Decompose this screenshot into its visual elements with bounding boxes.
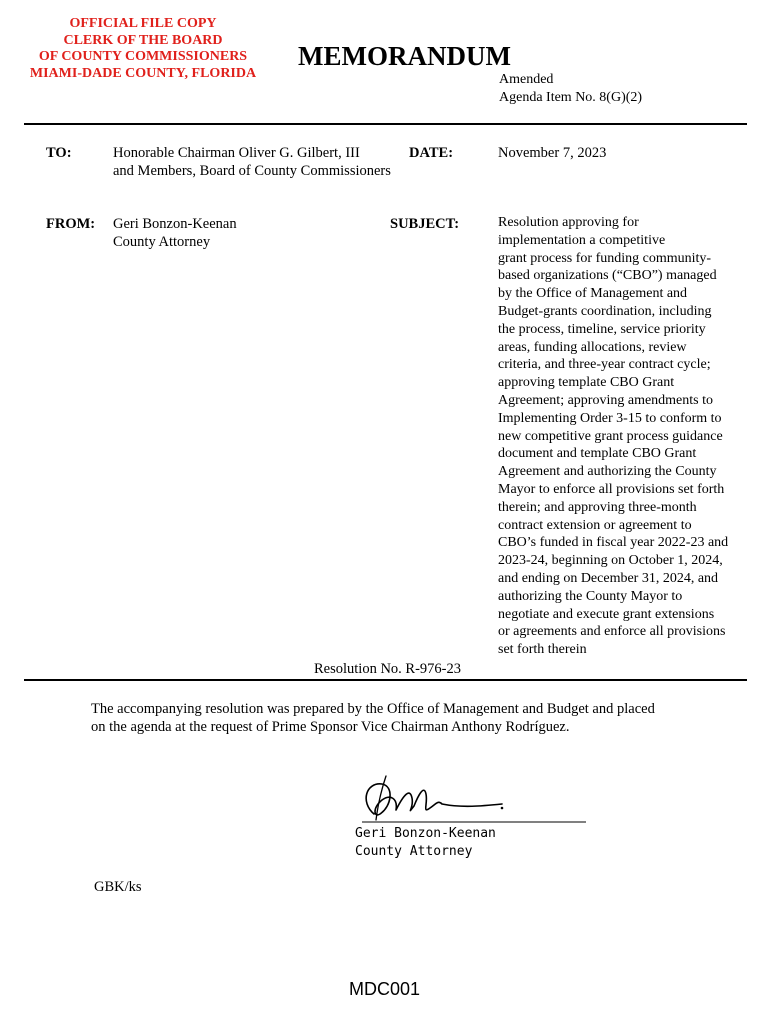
body-line: on the agenda at the request of Prime Sponsor Vice Chairman Anthony Rodríguez. <box>91 719 570 735</box>
header-divider <box>24 123 747 125</box>
signature-block <box>355 825 496 861</box>
subject-line: CBO’s funded in fiscal year 2022-23 and <box>498 535 729 551</box>
to-line-2: and Members, Board of County Commissioners <box>113 163 391 179</box>
subject-line: approving template CBO Grant <box>498 375 675 391</box>
subject-line: 2023-24, beginning on October 1, 2024, <box>498 553 723 569</box>
subject-line: Implementing Order 3-15 to conform to <box>498 410 722 426</box>
subject-line: criteria, and three-year contract cycle; <box>498 357 711 373</box>
official-file-copy-stamp <box>8 16 278 82</box>
to-recipients <box>113 144 391 180</box>
signer-name: Geri Bonzon-Keenan <box>355 826 496 841</box>
subject-line: set forth therein <box>498 642 587 658</box>
resolution-number: Resolution No. R-976-23 <box>314 661 462 677</box>
from-name: Geri Bonzon-Keenan <box>113 216 237 232</box>
agenda-info <box>499 71 642 107</box>
stamp-line: MIAMI-DADE COUNTY, FLORIDA <box>29 65 257 81</box>
subject-line: Mayor to enforce all provisions set forth <box>498 481 725 497</box>
agenda-item-number: Agenda Item No. 8(G)(2) <box>499 90 643 105</box>
subject-line: negotiate and execute grant extensions <box>498 606 715 622</box>
subject-line: the process, timeline, service priority <box>498 321 706 337</box>
subject-line: areas, funding allocations, review <box>498 339 687 355</box>
signer-title: County Attorney <box>355 844 473 859</box>
subject-line: document and template CBO Grant <box>498 446 697 462</box>
from-label: FROM: <box>46 216 96 232</box>
subject-line: authorizing the County Mayor to <box>498 588 683 604</box>
stamp-line: OF COUNTY COMMISSIONERS <box>38 49 248 64</box>
document-code: MDC001 <box>349 979 421 999</box>
subject-divider <box>24 679 747 681</box>
body-paragraph <box>91 700 731 736</box>
subject-line: contract extension or agreement to <box>498 517 692 533</box>
subject-line: Agreement; approving amendments to <box>498 392 713 408</box>
date-value: November 7, 2023 <box>498 145 607 161</box>
to-label: TO: <box>46 145 72 161</box>
subject-label: SUBJECT: <box>390 216 460 232</box>
subject-text <box>498 214 750 659</box>
memo-title: MEMORANDUM <box>298 41 511 71</box>
subject-line: therein; and approving three-month <box>498 499 697 515</box>
from-title: County Attorney <box>113 234 211 250</box>
subject-line: and ending on December 31, 2024, and <box>498 570 719 586</box>
to-line-1: Honorable Chairman Oliver G. Gilbert, III <box>113 145 360 161</box>
subject-line: new competitive grant process guidance <box>498 428 723 444</box>
subject-line: grant process for funding community- <box>498 250 712 266</box>
body-line: The accompanying resolution was prepared by the Office of Management and Budget and placed <box>91 701 655 717</box>
date-label: DATE: <box>409 145 454 161</box>
stamp-line: CLERK OF THE BOARD <box>63 32 223 48</box>
subject-line: by the Office of Management and <box>498 286 688 302</box>
typist-initials: GBK/ks <box>94 879 142 895</box>
subject-line: Resolution approving for <box>498 215 639 230</box>
subject-line: based organizations (“CBO”) managed <box>498 268 717 284</box>
subject-line: implementation a competitive <box>498 232 666 248</box>
handwritten-signature <box>352 774 592 829</box>
amended-status: Amended <box>499 72 554 87</box>
subject-line: Budget-grants coordination, including <box>498 303 712 319</box>
stamp-line: OFFICIAL FILE COPY <box>69 16 217 31</box>
subject-line: or agreements and enforce all provisions <box>498 624 726 640</box>
subject-line: Agreement and authorizing the County <box>498 464 717 480</box>
from-sender <box>113 215 237 251</box>
